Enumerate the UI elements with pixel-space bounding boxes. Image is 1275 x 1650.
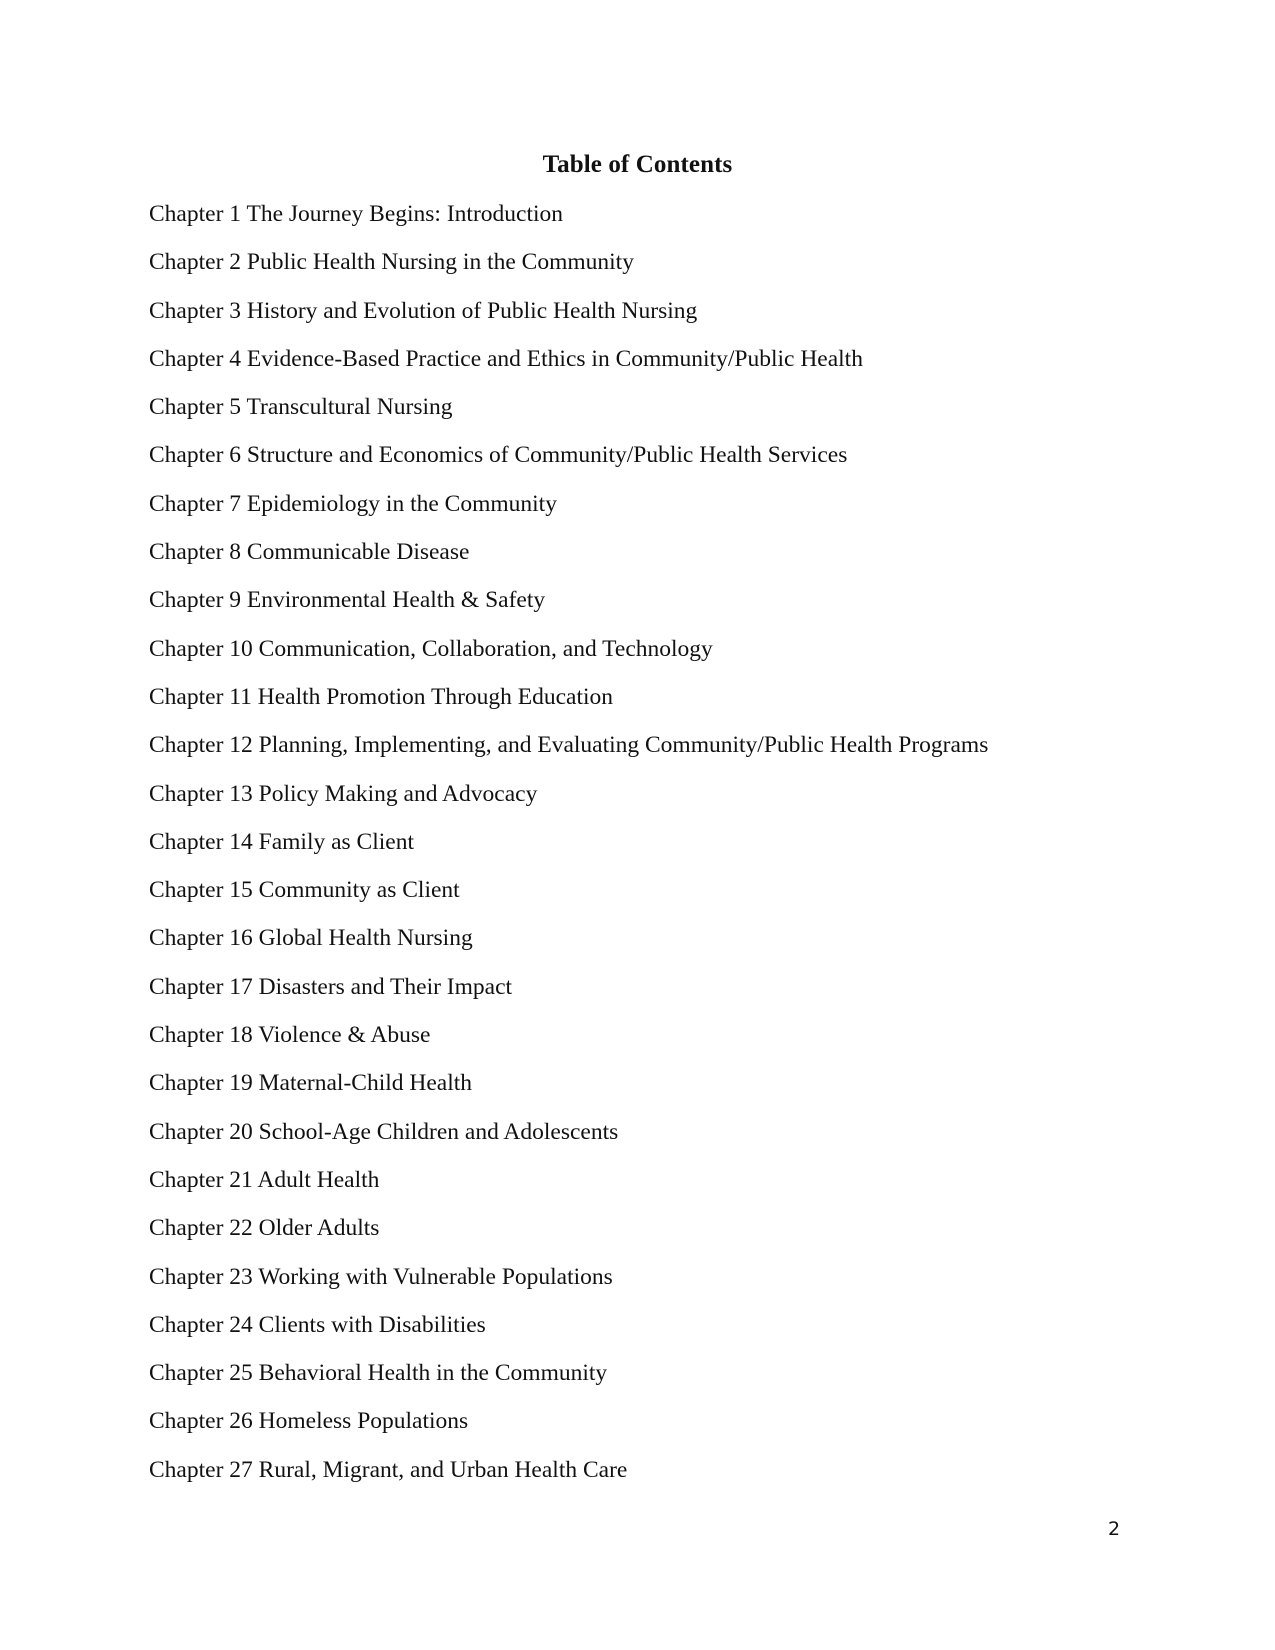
toc-entry-chapter-11: Chapter 11 Health Promotion Through Education	[149, 683, 614, 710]
toc-entry-chapter-19: Chapter 19 Maternal-Child Health	[149, 1070, 473, 1097]
toc-entry-chapter-12: Chapter 12 Planning, Implementing, and Evaluating Community/Public Health Programs	[149, 732, 989, 759]
toc-entry-chapter-16: Chapter 16 Global Health Nursing	[149, 925, 473, 952]
toc-entry-chapter-27: Chapter 27 Rural, Migrant, and Urban Health Care	[149, 1456, 628, 1483]
toc-entry-chapter-2: Chapter 2 Public Health Nursing in the Community	[149, 249, 634, 276]
toc-entry-chapter-6: Chapter 6 Structure and Economics of Community/Public Health Services	[149, 442, 848, 469]
toc-entry-chapter-25: Chapter 25 Behavioral Health in the Community	[149, 1360, 608, 1387]
toc-entry-chapter-15: Chapter 15 Community as Client	[149, 877, 460, 904]
toc-entry-chapter-3: Chapter 3 History and Evolution of Public Health Nursing	[149, 297, 698, 324]
toc-entry-chapter-10: Chapter 10 Communication, Collaboration, and Technology	[149, 635, 713, 662]
page-number: 2	[1108, 1518, 1121, 1540]
toc-list	[149, 199, 988, 1503]
toc-entry-chapter-7: Chapter 7 Epidemiology in the Community	[149, 490, 557, 517]
toc-entry-chapter-26: Chapter 26 Homeless Populations	[149, 1408, 469, 1435]
toc-entry-chapter-23: Chapter 23 Working with Vulnerable Populations	[149, 1263, 613, 1290]
toc-entry-chapter-9: Chapter 9 Environmental Health & Safety	[149, 587, 546, 614]
toc-entry-chapter-24: Chapter 24 Clients with Disabilities	[149, 1311, 486, 1338]
toc-entry-chapter-22: Chapter 22 Older Adults	[149, 1215, 380, 1242]
toc-entry-chapter-20: Chapter 20 School-Age Children and Adolescents	[149, 1118, 619, 1145]
toc-entry-chapter-13: Chapter 13 Policy Making and Advocacy	[149, 780, 538, 807]
toc-entry-chapter-18: Chapter 18 Violence & Abuse	[149, 1022, 431, 1049]
toc-entry-chapter-1: Chapter 1 The Journey Begins: Introduction	[149, 201, 564, 227]
toc-entry-chapter-21: Chapter 21 Adult Health	[149, 1166, 380, 1193]
toc-entry-chapter-5: Chapter 5 Transcultural Nursing	[149, 394, 453, 421]
toc-entry-chapter-4: Chapter 4 Evidence-Based Practice and Ethics in Community/Public Health	[149, 345, 863, 372]
toc-entry-chapter-14: Chapter 14 Family as Client	[149, 828, 414, 855]
page-title-text: Table of Contents	[542, 151, 733, 178]
toc-entry-chapter-17: Chapter 17 Disasters and Their Impact	[149, 973, 513, 1000]
page-title	[0, 150, 1275, 180]
toc-entry-chapter-8: Chapter 8 Communicable Disease	[149, 539, 470, 566]
